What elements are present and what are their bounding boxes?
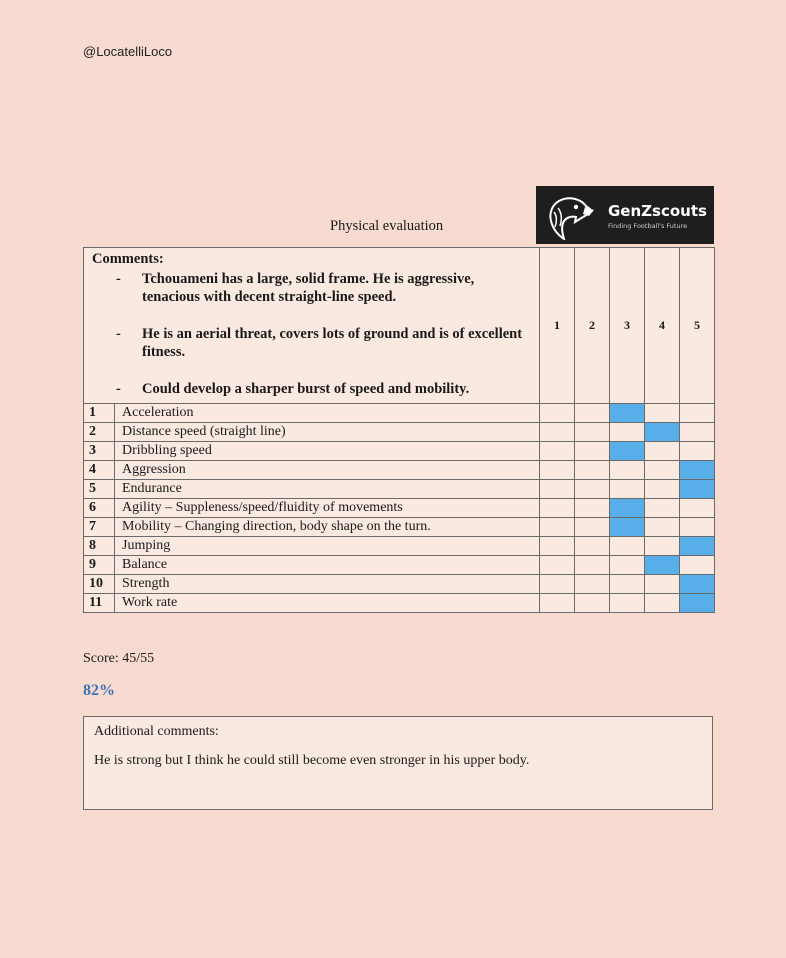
rating-cell xyxy=(540,556,575,575)
attribute-row xyxy=(84,480,715,499)
logo-subtitle: Finding Football's Future xyxy=(608,222,688,230)
rating-cell-selected xyxy=(680,537,715,556)
logo-title: GenZscouts xyxy=(608,202,707,220)
rating-cell xyxy=(645,518,680,537)
attribute-number: 11 xyxy=(84,594,115,613)
attribute-number: 9 xyxy=(84,556,115,575)
physical-evaluation-table xyxy=(83,247,715,613)
attribute-number: 4 xyxy=(84,461,115,480)
rating-cell-selected xyxy=(680,575,715,594)
additional-comments-text: He is strong but I think he could still become even stronger in his upper body. xyxy=(94,753,530,768)
attribute-number: 3 xyxy=(84,442,115,461)
attribute-number: 7 xyxy=(84,518,115,537)
attribute-number: 2 xyxy=(84,423,115,442)
rating-header-2: 2 xyxy=(575,248,610,404)
attribute-number: 8 xyxy=(84,537,115,556)
rating-cell-selected xyxy=(610,518,645,537)
rating-cell xyxy=(540,404,575,423)
rating-cell xyxy=(540,518,575,537)
attribute-label: Aggression xyxy=(115,461,540,480)
rating-cell xyxy=(610,480,645,499)
rating-cell-selected xyxy=(610,499,645,518)
additional-comments-title: Additional comments: xyxy=(94,724,219,739)
rating-header-4: 4 xyxy=(645,248,680,404)
rating-cell-selected xyxy=(645,423,680,442)
rating-cell xyxy=(680,518,715,537)
attribute-label: Acceleration xyxy=(115,404,540,423)
rating-cell xyxy=(575,442,610,461)
comment-text: Tchouameni has a large, solid frame. He is aggressive, tenacious with decent straight-line speed. xyxy=(142,271,475,305)
genzscouts-logo xyxy=(536,186,714,244)
rating-cell xyxy=(540,480,575,499)
attribute-row xyxy=(84,423,715,442)
rating-cell xyxy=(575,423,610,442)
section-title: Physical evaluation xyxy=(330,218,444,234)
comments-row xyxy=(84,248,715,404)
rating-cell-selected xyxy=(680,461,715,480)
attribute-label: Endurance xyxy=(115,480,540,499)
rating-cell xyxy=(540,594,575,613)
attribute-row xyxy=(84,594,715,613)
rating-header-1: 1 xyxy=(540,248,575,404)
rating-cell xyxy=(540,537,575,556)
rating-cell xyxy=(645,537,680,556)
comment-bullet xyxy=(92,380,531,398)
additional-comments-box xyxy=(83,716,713,810)
rating-cell xyxy=(540,575,575,594)
rating-cell xyxy=(575,556,610,575)
comment-text: Could develop a sharper burst of speed and mobility. xyxy=(142,381,470,397)
rating-cell xyxy=(540,499,575,518)
bullet-dash: - xyxy=(116,326,121,342)
comment-bullet xyxy=(92,325,531,361)
attribute-number: 6 xyxy=(84,499,115,518)
author-handle: @LocatelliLoco xyxy=(83,44,173,59)
rating-header-3: 3 xyxy=(610,248,645,404)
attribute-rows xyxy=(84,404,715,613)
rating-cell xyxy=(645,480,680,499)
attribute-label: Balance xyxy=(115,556,540,575)
comments-title: Comments: xyxy=(92,251,164,267)
rating-cell xyxy=(610,594,645,613)
bullet-dash: - xyxy=(116,271,121,287)
rating-cell xyxy=(645,404,680,423)
rating-cell xyxy=(575,480,610,499)
rating-cell xyxy=(575,461,610,480)
rating-cell xyxy=(575,518,610,537)
attribute-number: 10 xyxy=(84,575,115,594)
rating-cell xyxy=(610,423,645,442)
rating-cell xyxy=(610,575,645,594)
rating-cell xyxy=(540,461,575,480)
rating-cell xyxy=(575,537,610,556)
attribute-label: Agility – Suppleness/speed/fluidity of movements xyxy=(115,499,540,518)
rating-cell-selected xyxy=(610,404,645,423)
comment-bullet xyxy=(92,270,531,306)
rating-cell xyxy=(680,499,715,518)
rating-cell xyxy=(575,499,610,518)
attribute-label: Dribbling speed xyxy=(115,442,540,461)
rating-cell-selected xyxy=(645,556,680,575)
attribute-label: Jumping xyxy=(115,537,540,556)
comments-cell xyxy=(84,248,540,404)
rating-cell xyxy=(680,442,715,461)
rating-cell-selected xyxy=(680,594,715,613)
comment-text: He is an aerial threat, covers lots of ground and is of excellent fitness. xyxy=(142,326,523,360)
attribute-label: Distance speed (straight line) xyxy=(115,423,540,442)
bullet-dash: - xyxy=(116,381,121,397)
attribute-label: Strength xyxy=(115,575,540,594)
rating-cell xyxy=(680,556,715,575)
rating-cell xyxy=(680,404,715,423)
attribute-label: Mobility – Changing direction, body shape on the turn. xyxy=(115,518,540,537)
rating-cell xyxy=(540,423,575,442)
attribute-row xyxy=(84,556,715,575)
score-percent: 82% xyxy=(83,682,115,699)
attribute-row xyxy=(84,537,715,556)
eagle-head-icon xyxy=(542,192,598,240)
score-text: Score: 45/55 xyxy=(83,651,155,666)
rating-cell xyxy=(645,442,680,461)
rating-cell xyxy=(575,575,610,594)
attribute-number: 1 xyxy=(84,404,115,423)
attribute-row xyxy=(84,575,715,594)
rating-cell xyxy=(575,404,610,423)
rating-cell xyxy=(540,442,575,461)
rating-header-5: 5 xyxy=(680,248,715,404)
attribute-row xyxy=(84,461,715,480)
rating-cell xyxy=(575,594,610,613)
attribute-row xyxy=(84,442,715,461)
rating-cell-selected xyxy=(680,480,715,499)
attribute-row xyxy=(84,499,715,518)
rating-cell xyxy=(680,423,715,442)
attribute-number: 5 xyxy=(84,480,115,499)
rating-cell xyxy=(645,461,680,480)
rating-cell xyxy=(610,537,645,556)
rating-cell xyxy=(645,575,680,594)
rating-cell xyxy=(610,556,645,575)
attribute-label: Work rate xyxy=(115,594,540,613)
rating-cell xyxy=(610,461,645,480)
attribute-row xyxy=(84,518,715,537)
rating-cell-selected xyxy=(610,442,645,461)
rating-cell xyxy=(645,499,680,518)
rating-cell xyxy=(645,594,680,613)
attribute-row xyxy=(84,404,715,423)
